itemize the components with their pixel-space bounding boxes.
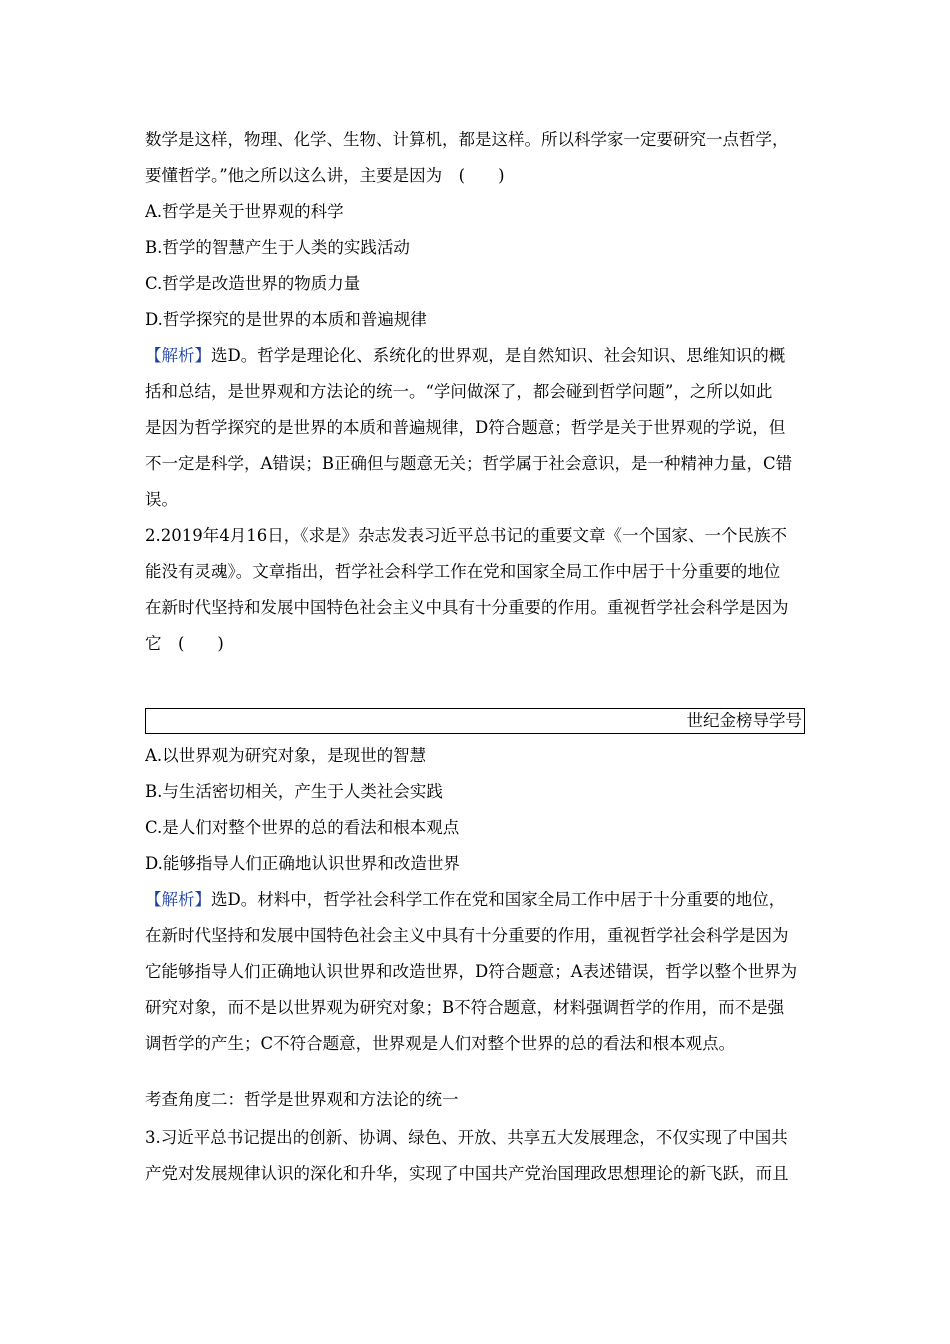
analysis-tag: 【解析】 xyxy=(145,346,211,365)
section-title: 考查角度二：哲学是世界观和方法论的统一 xyxy=(145,1090,459,1109)
option-b: B.哲学的智慧产生于人类的实践活动 xyxy=(145,238,410,257)
answer-1 xyxy=(145,338,815,518)
answer-text-line xyxy=(145,338,815,374)
question-text-line: 在新时代坚持和发展中国特色社会主义中具有十分重要的作用。重视哲学社会科学是因为 xyxy=(145,598,789,617)
study-number-box xyxy=(145,708,805,734)
answer-text-line xyxy=(145,882,815,918)
question-3 xyxy=(145,1120,815,1192)
answer-text-line: 它能够指导人们正确地认识世界和改造世界，D符合题意；A表述错误，哲学以整个世界为 xyxy=(145,962,798,981)
answer-text-line: 不一定是科学，A错误；B正确但与题意无关；哲学属于社会意识，是一种精神力量，C错 xyxy=(145,454,793,473)
answer-text-line: 误。 xyxy=(145,490,178,509)
question-text-line: 数学是这样，物理、化学、生物、计算机，都是这样。所以科学家一定要研究一点哲学， xyxy=(145,130,789,149)
option-a: A.哲学是关于世界观的科学 xyxy=(145,202,344,221)
question-text-line: 它 ( ) xyxy=(145,634,224,653)
question-text-line: 3.习近平总书记提出的创新、协调、绿色、开放、共享五大发展理念，不仅实现了中国共 xyxy=(145,1128,788,1147)
question-text-line: 产党对发展规律认识的深化和升华，实现了中国共产党治国理政思想理论的新飞跃，而且 xyxy=(145,1164,789,1183)
question-text-line: 2.2019年4月16日，《求是》杂志发表习近平总书记的重要文章《一个国家、一个民族不 xyxy=(145,526,787,545)
question-text-line: 要懂哲学。”他之所以这么讲，主要是因为 ( ) xyxy=(145,166,505,185)
option-d: D.能够指导人们正确地认识世界和改造世界 xyxy=(145,854,460,873)
study-number-label: 世纪金榜导学号 xyxy=(686,711,802,730)
option-a: A.以世界观为研究对象，是现世的智慧 xyxy=(145,746,427,765)
analysis-tag: 【解析】 xyxy=(145,890,211,909)
answer-2 xyxy=(145,882,815,1062)
answer-text: 选D。材料中，哲学社会科学工作在党和国家全局工作中居于十分重要的地位， xyxy=(211,890,786,909)
answer-text-line: 是因为哲学探究的是世界的本质和普遍规律，D符合题意；哲学是关于世界观的学说，但 xyxy=(145,418,786,437)
question-1-continued xyxy=(145,122,815,338)
option-c: C.哲学是改造世界的物质力量 xyxy=(145,274,361,293)
answer-text-line: 在新时代坚持和发展中国特色社会主义中具有十分重要的作用，重视哲学社会科学是因为 xyxy=(145,926,789,945)
question-text-line: 能没有灵魂》。文章指出，哲学社会科学工作在党和国家全局工作中居于十分重要的地位 xyxy=(145,562,781,581)
answer-text: 选D。哲学是理论化、系统化的世界观，是自然知识、社会知识、思维知识的概 xyxy=(211,346,786,365)
section-2 xyxy=(145,1082,815,1118)
question-2 xyxy=(145,518,815,662)
answer-text-line: 括和总结，是世界观和方法论的统一。“学问做深了，都会碰到哲学问题”，之所以如此 xyxy=(145,382,773,401)
question-2-options xyxy=(145,738,815,882)
answer-text-line: 调哲学的产生；C不符合题意，世界观是人们对整个世界的总的看法和根本观点。 xyxy=(145,1034,736,1053)
option-b: B.与生活密切相关，产生于人类社会实践 xyxy=(145,782,443,801)
answer-text-line: 研究对象，而不是以世界观为研究对象；B不符合题意，材料强调哲学的作用，而不是强 xyxy=(145,998,785,1017)
option-c: C.是人们对整个世界的总的看法和根本观点 xyxy=(145,818,460,837)
option-d: D.哲学探究的是世界的本质和普遍规律 xyxy=(145,310,427,329)
